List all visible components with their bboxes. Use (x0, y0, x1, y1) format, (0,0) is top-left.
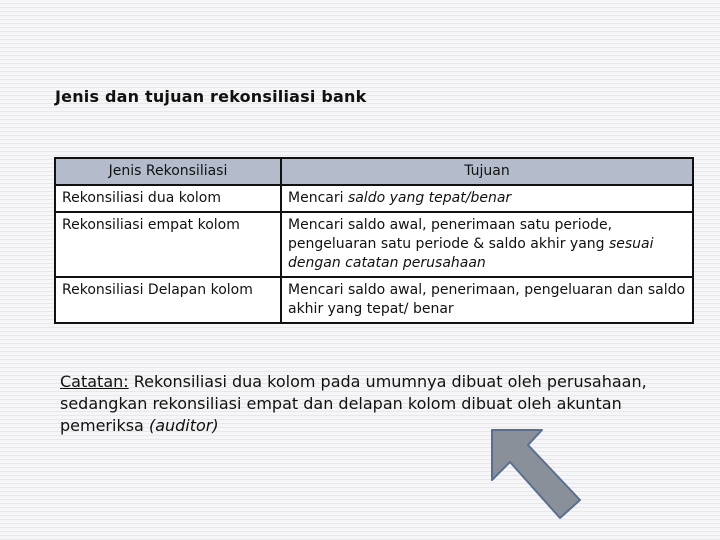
tujuan-italic-text: saldo yang tepat/benar (347, 190, 512, 206)
note-label: Catatan: (60, 372, 129, 391)
tujuan-text: Mencari (288, 190, 348, 206)
cell-jenis: Rekonsiliasi dua kolom (55, 185, 281, 212)
tujuan-text: Mencari saldo awal, penerimaan, pengeluaran dan saldo akhir yang tepat/ benar (288, 282, 686, 317)
note-italic-text: (auditor) (148, 416, 219, 435)
table-row (55, 277, 693, 323)
cell-tujuan (281, 185, 693, 212)
table-row (55, 212, 693, 277)
cell-jenis: Rekonsiliasi empat kolom (55, 212, 281, 277)
cell-tujuan (281, 212, 693, 277)
table-header-row (55, 158, 693, 185)
arrow-up-left-icon (470, 410, 590, 530)
tujuan-italic-text: sesuai dengan catatan perusahaan (288, 236, 654, 271)
reconciliation-table (54, 157, 694, 324)
note-text: Rekonsiliasi dua kolom pada umumnya dibuat oleh perusahaan, sedangkan rekonsiliasi empat dan delapan kolom dibuat oleh akuntan pemeriksa (60, 372, 647, 435)
page-title: Jenis dan tujuan rekonsiliasi bank (55, 87, 367, 106)
table-row (55, 185, 693, 212)
cell-jenis: Rekonsiliasi Delapan kolom (55, 277, 281, 323)
tujuan-text: Mencari saldo awal, penerimaan satu periode, pengeluaran satu periode & saldo akhir yang (288, 217, 613, 252)
column-header-tujuan: Tujuan (281, 158, 693, 185)
cell-tujuan (281, 277, 693, 323)
column-header-jenis: Jenis Rekonsiliasi (55, 158, 281, 185)
